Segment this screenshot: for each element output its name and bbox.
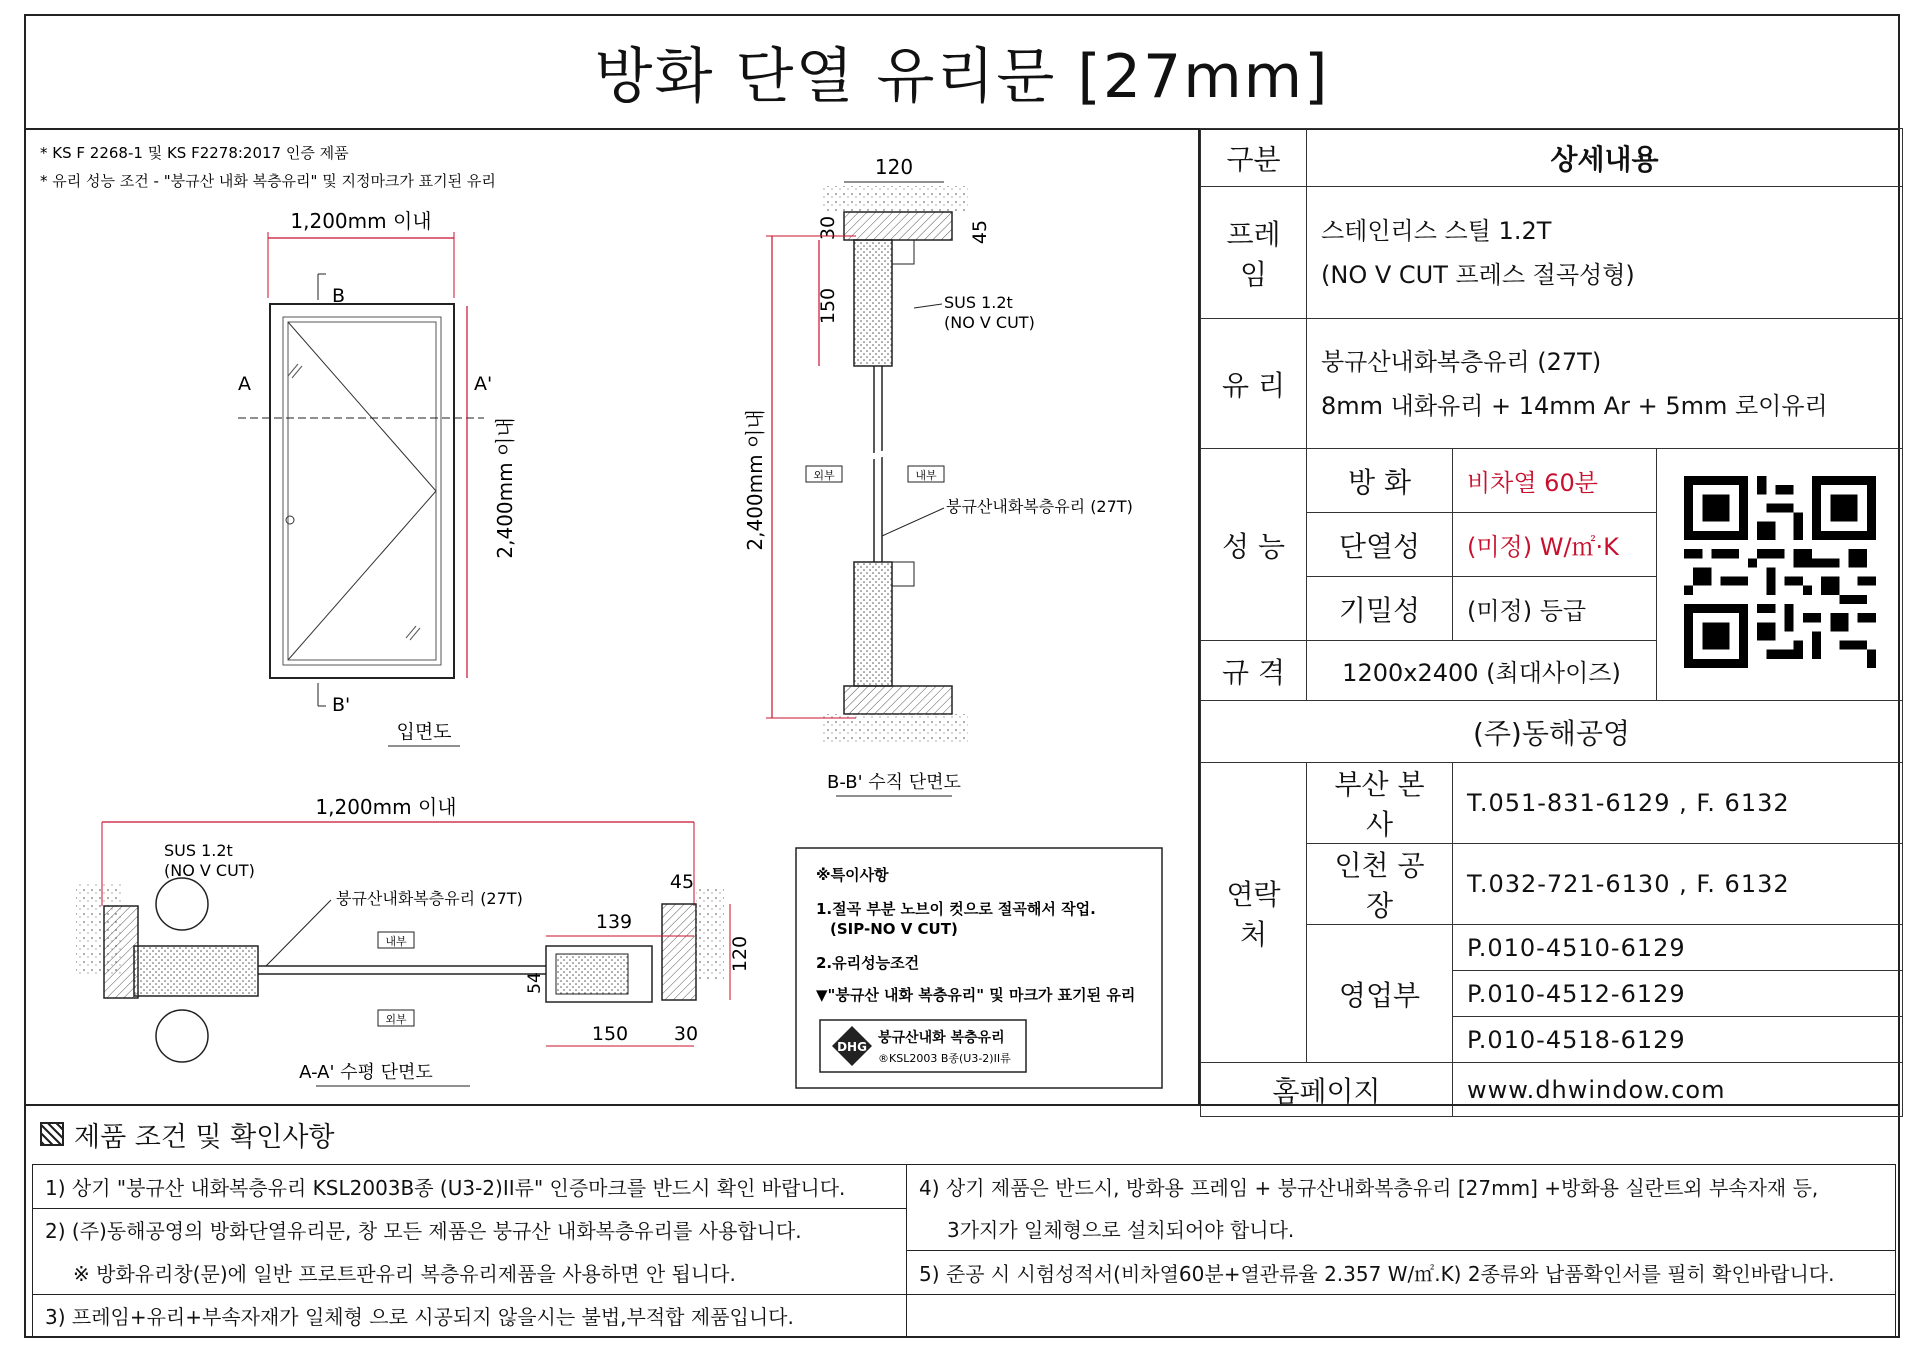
elevation-drawing xyxy=(238,209,517,746)
vsec-caption: B-B' 수직 단면도 xyxy=(827,772,961,793)
hsec-dim-150: 150 xyxy=(591,1023,629,1045)
special-notes-box xyxy=(796,848,1162,1088)
vsec-tag-inside: 내부 xyxy=(915,469,937,482)
vsec-dim-45: 45 xyxy=(969,219,991,245)
special-notes-heading: ※특이사항 xyxy=(816,866,889,884)
horizontal-section-drawing xyxy=(76,795,751,1086)
vsec-glass-label: 붕규산내화복층유리 (27T) xyxy=(946,497,1133,516)
elevation-width-dim: 1,200mm 이내 xyxy=(290,209,432,233)
performance-label: 성 능 xyxy=(1201,449,1307,641)
sales-phone-1: P.010-4510-6129 xyxy=(1453,925,1903,971)
hsec-tag-inside: 내부 xyxy=(385,935,407,948)
incheon-factory-phone: T.032-721-6130 , F. 6132 xyxy=(1453,844,1903,925)
condition-5: 5) 준공 시 시험성적서(비차열60분+열관류율 2.357 W/㎡.K) 2종류와 납품확인서를 필히 확인바랍니다. xyxy=(907,1251,1895,1295)
vsec-dim-30: 30 xyxy=(817,215,839,241)
condition-empty xyxy=(907,1295,1895,1338)
homepage-label: 홈페이지 xyxy=(1201,1063,1453,1117)
airtight-value: (미정) 등급 xyxy=(1453,577,1657,641)
condition-1: 1) 상기 "붕규산 내화복층유리 KSL2003B종 (U3-2)II류" 인증마크를 반드시 확인 바랍니다. xyxy=(33,1165,906,1209)
vertical-section-drawing xyxy=(743,155,1133,796)
vsec-dim-top: 120 xyxy=(874,155,914,179)
sales-label: 영업부 xyxy=(1307,925,1453,1063)
fire-value: 비차열 60분 xyxy=(1453,449,1657,513)
contact-label: 연락처 xyxy=(1201,763,1307,1063)
conditions-right-column xyxy=(907,1165,1895,1337)
special-notes-item2: 2.유리성능조건 xyxy=(816,954,920,972)
condition-2: 2) (주)동해공영의 방화단열유리문, 창 모든 제품은 붕규산 내화복층유리를 사용합니다. xyxy=(45,1219,802,1244)
dhg-logo-text: DHG xyxy=(837,1040,867,1054)
sales-phone-2: P.010-4512-6129 xyxy=(1453,971,1903,1017)
elevation-mark-b: B xyxy=(332,285,346,307)
elevation-mark-b-prime: B' xyxy=(332,694,351,716)
elevation-mark-a: A xyxy=(238,373,251,395)
incheon-factory-label: 인천 공장 xyxy=(1307,844,1453,925)
hsec-dim-120: 120 xyxy=(729,935,751,973)
hsec-dim-45: 45 xyxy=(669,871,695,893)
frame-value xyxy=(1307,187,1903,319)
hsec-caption: A-A' 수평 단면도 xyxy=(299,1062,433,1083)
hsec-nocut-label: (NO V CUT) xyxy=(164,861,255,880)
hsec-sus-label: SUS 1.2t xyxy=(164,841,233,860)
glass-value xyxy=(1307,319,1903,449)
elevation-mark-a-prime: A' xyxy=(474,373,493,395)
conditions-header xyxy=(26,1106,1898,1162)
drawing-canvas xyxy=(26,128,1198,1104)
mark-line2: ®KSL2003 B종(U3-2)II류 xyxy=(878,1052,1011,1065)
glass-label: 유 리 xyxy=(1201,319,1307,449)
mark-line1: 붕규산내화 복층유리 xyxy=(878,1030,1005,1046)
insulation-label: 단열성 xyxy=(1307,513,1453,577)
glass-line2: 8mm 내화유리 + 14mm Ar + 5mm 로이유리 xyxy=(1321,391,1828,420)
conditions-heading: 제품 조건 및 확인사항 xyxy=(74,1121,335,1153)
hsec-width-dim: 1,200mm 이내 xyxy=(315,795,457,819)
busan-office-label: 부산 본사 xyxy=(1307,763,1453,844)
vsec-tag-outside: 외부 xyxy=(813,469,835,482)
elevation-height-dim: 2,400mm 이내 xyxy=(493,417,517,559)
frame-line2: (NO V CUT 프레스 절곡성형) xyxy=(1321,260,1635,289)
spec-sheet xyxy=(24,14,1900,1338)
hsec-dim-30: 30 xyxy=(673,1023,699,1045)
hsec-glass-label: 붕규산내화복층유리 (27T) xyxy=(336,889,523,908)
page-title: 방화 단열 유리문 [27mm] xyxy=(26,16,1898,130)
hatch-square-icon xyxy=(40,1122,64,1146)
qr-code-cell xyxy=(1657,449,1903,701)
vsec-dim-150: 150 xyxy=(817,287,839,325)
vsec-height-dim: 2,400mm 이내 xyxy=(743,409,767,551)
condition-3: 3) 프레임+유리+부속자재가 일체형 으로 시공되지 않을시는 불법,부적합 제품입니다. xyxy=(45,1305,794,1330)
insulation-value: (미정) W/㎡·K xyxy=(1453,513,1657,577)
fire-label: 방 화 xyxy=(1307,449,1453,513)
special-notes-item1: 1.절곡 부분 노브이 컷으로 절곡해서 작업. xyxy=(816,900,1096,918)
size-label: 규 격 xyxy=(1201,641,1307,701)
vsec-nocut-label: (NO V CUT) xyxy=(944,313,1035,332)
hsec-dim-139: 139 xyxy=(595,911,633,933)
glass-line1: 붕규산내화복층유리 (27T) xyxy=(1321,347,1602,376)
condition-2-warning: ※ 방화유리창(문)에 일반 프로트판유리 복층유리제품을 사용하면 안 됩니다. xyxy=(33,1251,906,1295)
hsec-dim-54: 54 xyxy=(525,972,545,994)
spec-table xyxy=(1200,128,1903,1117)
homepage-url: www.dhwindow.com xyxy=(1453,1063,1903,1117)
note-ks: * KS F 2268-1 및 KS F2278:2017 인증 제품 xyxy=(40,144,349,162)
conditions-table xyxy=(32,1164,1896,1338)
conditions-section xyxy=(26,1104,1898,1342)
special-notes-item2-detail: ▼"붕규산 내화 복층유리" 및 마크가 표기된 유리 xyxy=(816,986,1136,1004)
special-notes-item1-detail: (SIP-NO V CUT) xyxy=(830,920,958,938)
vsec-sus-label: SUS 1.2t xyxy=(944,293,1013,312)
frame-label: 프레임 xyxy=(1201,187,1307,319)
company-name: (주)동해공영 xyxy=(1201,701,1903,763)
busan-office-phone: T.051-831-6129 , F. 6132 xyxy=(1453,763,1903,844)
hsec-tag-outside: 외부 xyxy=(385,1013,407,1026)
note-glass-condition: * 유리 성능 조건 - "붕규산 내화 복층유리" 및 지정마크가 표기된 유리 xyxy=(40,172,496,190)
spec-table-panel xyxy=(1198,128,1900,1108)
elevation-caption: 입면도 xyxy=(396,721,452,743)
frame-line1: 스테인리스 스틸 1.2T xyxy=(1321,216,1552,245)
condition-4-continued: 3가지가 일체형으로 설치되어야 합니다. xyxy=(907,1208,1895,1252)
header-category: 구분 xyxy=(1201,129,1307,187)
drawing-area xyxy=(26,128,1198,1104)
condition-4: 4) 상기 제품은 반드시, 방화용 프레임 + 붕규산내화복층유리 [27mm] +방화용 실란트외 부속자재 등, xyxy=(919,1175,1819,1200)
airtight-label: 기밀성 xyxy=(1307,577,1453,641)
sales-phone-3: P.010-4518-6129 xyxy=(1453,1017,1903,1063)
header-details: 상세내용 xyxy=(1307,129,1903,187)
size-value: 1200x2400 (최대사이즈) xyxy=(1307,641,1657,701)
conditions-left-column xyxy=(33,1165,907,1337)
qr-code-icon xyxy=(1684,476,1876,668)
